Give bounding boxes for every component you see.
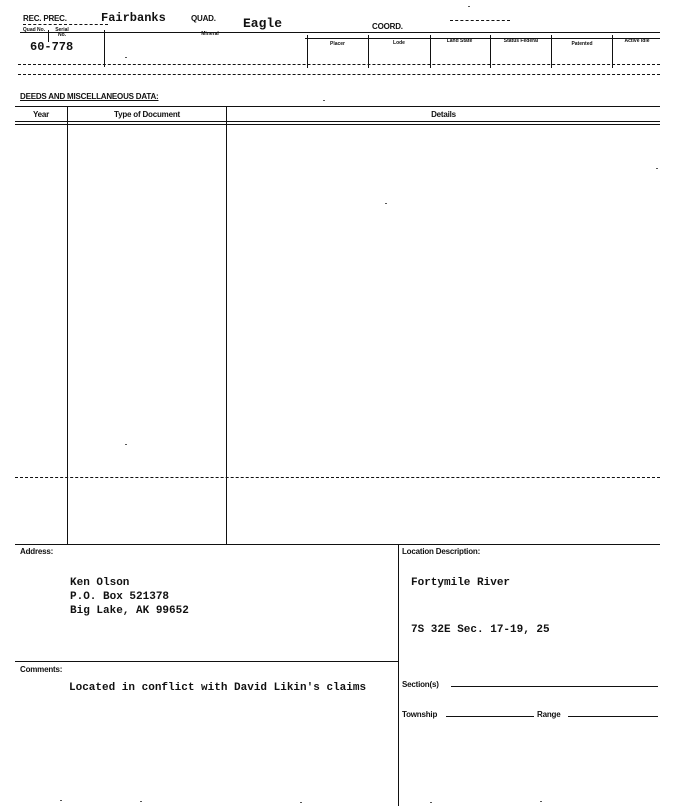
col-serial-no: Serial No. — [55, 27, 69, 38]
deeds-col-divider — [67, 106, 68, 544]
deeds-col-divider — [226, 106, 227, 544]
scan-speck — [540, 801, 542, 802]
deeds-col-type: Type of Document — [114, 110, 180, 119]
comments-label: Comments: — [20, 665, 63, 674]
col-quad-no: Quad No. — [22, 27, 46, 33]
comments-top-rule — [15, 661, 399, 662]
header-row-rule — [20, 32, 660, 33]
col-divider — [104, 30, 105, 67]
location-line-2: 7S 32E Sec. 17-19, 25 — [411, 624, 550, 636]
location-label: Location Description: — [402, 547, 481, 556]
header-top-divider-right — [450, 20, 510, 21]
location-divider — [398, 544, 399, 806]
quad-no-value: 60-778 — [30, 40, 74, 54]
deeds-col-details: Details — [431, 110, 456, 119]
scan-speck — [385, 203, 387, 204]
rec-prec-label: REC. PREC. — [23, 14, 67, 23]
location-line-1: Fortymile River — [411, 577, 511, 589]
scan-speck — [60, 800, 62, 801]
deeds-col-year: Year — [32, 110, 50, 119]
col-divider — [48, 30, 49, 42]
range-blank-line — [568, 716, 658, 717]
deeds-bottom-rule — [15, 544, 660, 545]
scan-speck — [656, 168, 658, 169]
scan-speck — [125, 57, 127, 58]
comments-text: Located in conflict with David Likin's claims — [69, 682, 367, 694]
scan-speck — [430, 802, 432, 803]
address-line-2: P.O. Box 521378 — [70, 591, 170, 603]
col-patented: Patented — [571, 41, 593, 47]
scan-speck — [140, 801, 142, 802]
header-top-divider — [23, 24, 108, 25]
col-lode: Lode — [393, 40, 405, 46]
range-label: Range — [537, 710, 561, 719]
col-placer: Placer — [329, 41, 345, 47]
address-label: Address: — [20, 547, 54, 556]
col-status-federal: Status Federal — [503, 38, 539, 44]
header-bottom-divider — [18, 74, 660, 75]
quad-label: QUAD. — [191, 14, 216, 23]
scan-speck — [125, 444, 127, 445]
deeds-header-rule — [15, 121, 660, 122]
col-mineral: Mineral — [201, 31, 219, 37]
scan-speck — [468, 6, 470, 7]
header-data-divider — [18, 64, 660, 65]
quad-value: Eagle — [243, 16, 283, 31]
col-active-idle: Active Idle — [624, 38, 650, 44]
address-line-1: Ken Olson — [70, 577, 130, 589]
rec-prec-value: Fairbanks — [101, 11, 166, 25]
address-line-3: Big Lake, AK 99652 — [70, 605, 189, 617]
deeds-header-rule-2 — [15, 124, 660, 125]
coord-label: COORD. — [372, 22, 403, 31]
scan-speck — [300, 802, 302, 803]
col-land-state: Land State — [446, 38, 473, 44]
township-label: Township — [402, 710, 438, 719]
section-label: Section(s) — [402, 680, 439, 689]
township-blank-line — [446, 716, 534, 717]
deeds-mid-divider — [15, 477, 660, 478]
section-blank-line — [451, 686, 658, 687]
deeds-table-top-rule — [15, 106, 660, 107]
scan-speck — [323, 100, 325, 101]
deeds-section-title: DEEDS AND MISCELLANEOUS DATA: — [20, 92, 159, 101]
